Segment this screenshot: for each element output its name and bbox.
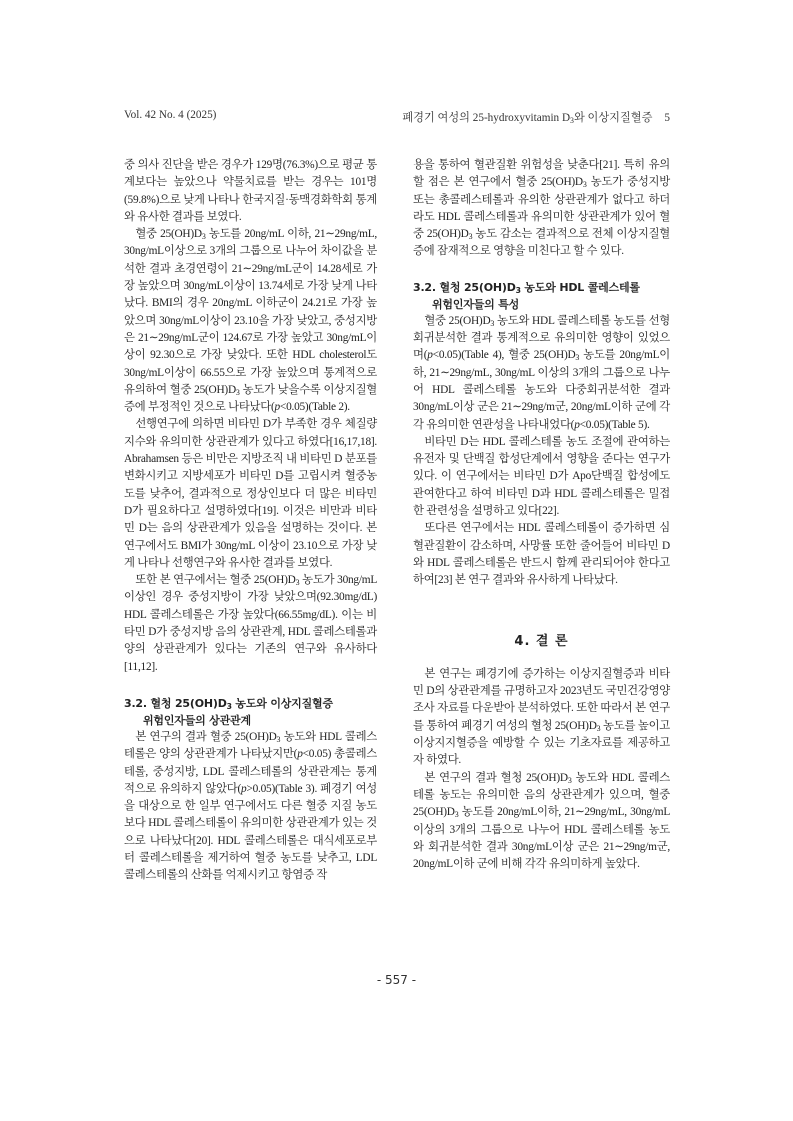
paragraph: 중 의사 진단을 받은 경우가 129명(76.3%)으로 평균 통계보다는 높았으나 약물치료를 받는 경우는 101명(59.8%)으로 낮게 나타나 한국지질·동맥경화학회 통계와 유사한 결과를 보였다.	[124, 159, 377, 223]
paragraph: 본 연구의 결과 혈중 $25(OH)D_3$ 농도와 HDL 콜레스테롤은 양의 상관관계가 나타났지만(p<0.05) 총콜레스테롤, 중성지방, LDL 콜레스테롤의 상관관계는 통계적으로 유의하지 않았다(p>0.05)(Table 3). 폐경기 여성을 대상으로 한 일부 연구에서도 다른 혈중 지질 농도보다 HDL 콜레스테롤이 유의미한 상관관계가 있는 것으로 나타났다[20]. HDL 콜레스테롤은 대식세포로부터 콜레스테롤을 제거하여 혈중 농도를 낮추고, LDL 콜레스테롤의 산화를 억제시키고 항염증 작	[124, 730, 378, 882]
paragraph: 또다른 연구에서는 HDL 콜레스테롤이 증가하면 심혈관질환이 감소하며, 사망률 또한 줄어들어 비타민 D와 HDL 콜레스테롤은 반드시 함께 관리되어야 한다고 하여[23] 본 연구 결과와 유사하게 나타났다.	[413, 522, 670, 587]
page-number-footer: - 557 -	[376, 973, 417, 987]
left-column	[124, 157, 377, 885]
section-heading-conclusion: 4. 결 론	[514, 633, 569, 649]
header-page-number: 5	[664, 112, 670, 124]
running-header	[124, 109, 670, 125]
paragraph: 선행연구에 의하면 비타민 D가 부족한 경우 체질량 지수와 유의미한 상관관계가 있다고 하였다[16,17,18]. Abrahamsen 등은 비만은 지방조직 내 비타민 D 분포를 변화시키고 지방세포가 비타민 D를 고립시켜 혈중농도를 낮추어, 결과적으로 정상인보다 더 많은 비타민 D가 필요하다고 설명하였다[19]. 이것은 비만과 비타민 D는 음의 상관관계가 있음을 설명하는 것이다. 본 연구에서도 BMI가 30ng/mL 이상이 23.10으로 가장 낮게 나타나 선행연구와 유사한 결과를 보였다.	[124, 418, 377, 569]
journal-volume: Vol. 42 No. 4 (2025)	[124, 109, 217, 121]
paragraph: 혈중 $25(OH)D_3$ 농도를 20ng/mL 이하, 21∼29ng/mL, 30ng/mL이상으로 3개의 그룹으로 나누어 차이값을 분석한 결과 초경연령이 21∼29ng/mL군이 14.28세로 가장 높았으며 30ng/mL이상이 13.74세로 가장 낮게 나타났다. BMI의 경우 20ng/mL 이하군이 24.21로 가장 높았으며 30ng/mL이상이 23.10을 가장 낮았고, 중성지방은 21∼29ng/mL군이 124.67로 가장 높았고 30ng/mL이상이 92.30으로 가장 낮았다. 또한 HDL cholesterol도 30ng/mL이상이 66.55으로 가장 높았으며 통계적으로 유의하여 혈중 $25(OH)D_3$ 농도가 낮을수록 이상지질혈증에 부정적인 것으로 나타났다(p<0.05)(Table 2).	[124, 228, 377, 414]
running-title: 폐경기 여성의 25-hydroxyvitamin $D_3$와 이상지질혈증 5	[402, 112, 670, 125]
section-heading-3-2: 3.2. 혈청 $25(OH)D_3$ 농도와 이상지질혈증 위험인자들의 상관관계	[124, 696, 333, 727]
paragraph: 용을 통하여 혈관질환 위험성을 낮춘다[21]. 특히 유의할 점은 본 연구에서 혈중 $25(OH)D_3$ 농도가 중성지방 또는 총콜레스테롤과 유의한 상관관계가 없다고 하더라도 HDL 콜레스테롤과 유의미한 상관관계가 있어 혈중 $25(OH)D_3$ 농도 감소는 결과적으로 전체 이상지질혈증에 잠재적으로 영향을 미친다고 할 수 있다.	[413, 159, 670, 258]
section-heading-3-2-hdl: 3.2. 혈청 $25(OH)D_3$ 농도와 HDL 콜레스테롤 위험인자들의 특성	[413, 280, 640, 311]
right-column	[413, 157, 670, 873]
paragraph: 또한 본 연구에서는 혈중 $25(OH)D_3$ 농도가 30ng/mL 이상인 경우 중성지방이 가장 낮았으며(92.30mg/dL) HDL 콜레스테롤은 가장 높았다(66.55mg/dL). 이는 비타민 D가 중성지방 음의 상관관계, HDL 콜레스테롤과 양의 상관관계가 있다는 기존의 연구와 유사하다[11,12].	[124, 574, 377, 673]
paragraph: 본 연구의 결과 혈청 $25(OH)D_3$ 농도와 HDL 콜레스테롤 농도는 유의미한 음의 상관관계가 있으며, 혈중 $25(OH)D_3$ 농도를 20ng/mL이하, 21∼29ng/mL, 30ng/mL이상의 3개의 그룹으로 나누어 HDL 콜레스테롤 농도와 회귀분석한 결과 30ng/mL이상 군은 21∼29ng/m군, 20ng/mL이하 군에 비해 각각 유의미하게 높았다.	[413, 771, 671, 871]
paragraph: 비타민 D는 HDL 콜레스테롤 농도 조절에 관여하는 유전자 및 단백질 합성단계에서 영향을 준다는 연구가 있다. 이 연구에서는 비타민 D가 Apo단백질 합성에도 관여한다고 하여 비타민 D과 HDL 콜레스테롤은 밀접한 관련성을 설명하고 있다[22].	[413, 435, 670, 518]
paragraph: 본 연구는 폐경기에 증가하는 이상지질혈증과 비타민 D의 상관관계를 규명하고자 2023년도 국민건강영양조사 자료를 다운받아 분석하였다. 또한 따라서 본 연구를 통하여 폐경기 여성의 혈청 $25(OH)D_3$ 농도를 높이고 이상지지혈증을 예방할 수 있는 기초자료를 제공하고자 하였다.	[413, 667, 670, 767]
paragraph: 혈중 $25(OH)D_3$ 농도와 HDL 콜레스테롤 농도를 선형회귀분석한 결과 통계적으로 유의미한 영향이 있었으며(p<0.05)(Table 4), 혈중 $25(OH)D_3$ 농도를 20ng/mL이하, 21∼29ng/mL, 30ng/mL 이상의 3개의 그룹으로 나누어 HDL 콜레스테롤 농도와 다중회귀분석한 결과 30ng/mL이상 군은 21∼29ng/m군, 20ng/mL이하 군에 각각 유의미한 연관성을 나타내었다(p<0.05)(Table 5).	[413, 314, 671, 431]
